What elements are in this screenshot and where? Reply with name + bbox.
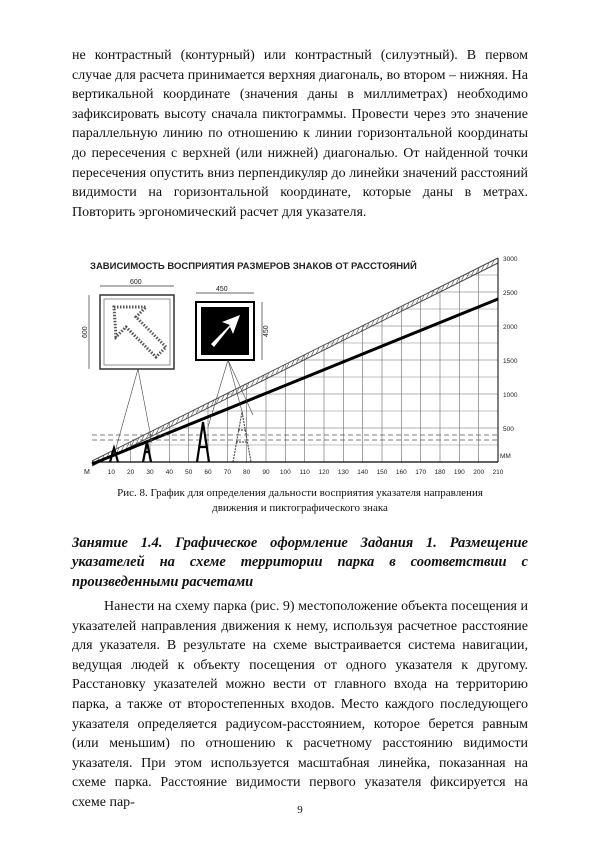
y-tick-label: 2500 [503, 290, 518, 297]
sign1-width-label: 600 [130, 279, 142, 286]
x-tick-label: 70 [223, 469, 231, 476]
y-axis-tick-labels [503, 256, 518, 433]
x-tick-label: 80 [243, 469, 251, 476]
section-heading: Занятие 1.4. Графическое оформление Задания 1. Размещение указателей на схеме территории парка в соответствии с произведенными расчетами [72, 535, 528, 590]
caption-line-2: движения и пиктографического знака [212, 502, 388, 514]
y-tick-label: 2000 [503, 324, 518, 331]
x-tick-label: 170 [415, 469, 427, 476]
body-paragraph-2: Нанести на схему парка (рис. 9) местоположение объекта посещения и указателей направления движения к нему, используя расчетное расстояние для указателя. В результате на схеме выстраивается система навигации, ведущая людей к объекту посещения от одного указателя к другому. Расстановку указателей можно вести от главного входа на территорию парка, а также от второстепенных входов. Место каждого последующего указателя определяется радиусом-расстоянием, которое берется равным (или меньшим) по отношению к расчетному расстоянию видимости указателя. При этом используется масштабная линейка, показанная на схеме парка. Расстояние видимости первого указателя фиксируется на схеме пар- [72, 599, 528, 810]
figure-caption [72, 486, 528, 516]
y-tick-label: 1000 [503, 392, 518, 399]
x-axis-unit: ММ [500, 453, 511, 460]
caption-line-1: Рис. 8. График для определения дальности восприятия указателя направления [117, 487, 483, 499]
x-tick-label: 180 [434, 469, 446, 476]
sign-silhouette-arrow [196, 286, 270, 360]
x-tick-label: 20 [127, 469, 135, 476]
x-axis-tick-labels [108, 469, 504, 476]
sign2-height-label: 450 [263, 325, 270, 337]
x-tick-label: 50 [185, 469, 193, 476]
x-tick-label: 200 [473, 469, 485, 476]
x-tick-label: 40 [165, 469, 173, 476]
x-tick-label: 60 [204, 469, 212, 476]
sign1-height-label: 600 [82, 326, 89, 338]
chart-title: ЗАВИСИМОСТЬ ВОСПРИЯТИЯ РАЗМЕРОВ ЗНАКОВ ОТ РАССТОЯНИЙ [90, 261, 417, 272]
x-axis-origin: М [84, 469, 90, 476]
x-tick-label: 100 [279, 469, 291, 476]
y-tick-label: 1500 [503, 358, 518, 365]
x-tick-label: 150 [376, 469, 388, 476]
x-tick-label: 130 [337, 469, 349, 476]
page-number: 9 [297, 804, 303, 816]
perception-distance-chart [78, 252, 524, 480]
x-tick-label: 140 [357, 469, 369, 476]
x-tick-label: 120 [318, 469, 330, 476]
sign2-width-label: 450 [216, 286, 228, 293]
x-tick-label: 190 [453, 469, 465, 476]
x-tick-label: 110 [299, 469, 310, 476]
x-tick-label: 90 [262, 469, 270, 476]
x-tick-label: 210 [492, 469, 504, 476]
sign-contour-arrow [82, 279, 174, 369]
x-tick-label: 10 [107, 469, 115, 476]
x-tick-label: 30 [146, 469, 154, 476]
body-paragraph-1: не контрастный (контурный) или контрастный (силуэтный). В первом случае для расчета принимается верхняя диагональ, во втором – нижняя. На вертикальной координате (значения даны в миллиметрах) необходимо зафиксировать высоту сначала пиктограммы. Провести через это значение параллельную линию по отношению к линии горизонтальной координаты до пересечения с верхней (или нижней) диагональю. От найденной точки пересечения опустить вниз перпендикуляр до линейки значений расстояний видимости на горизонтальной координате, которые даны в метрах. Повторить эргономический расчет для указателя. [72, 48, 528, 220]
y-tick-label: 3000 [503, 256, 518, 263]
y-tick-label: 500 [503, 426, 514, 433]
x-tick-label: 160 [395, 469, 407, 476]
